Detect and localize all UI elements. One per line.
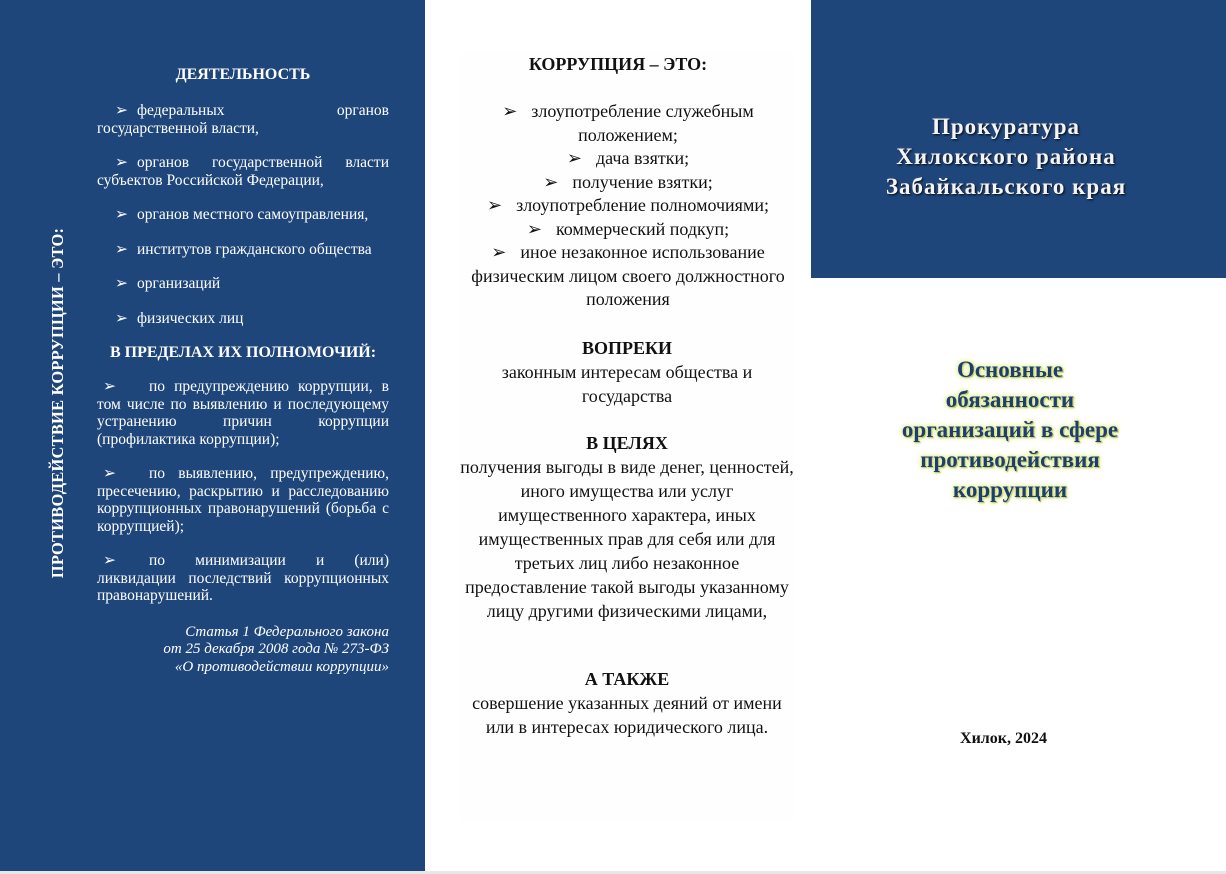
activity-item	[97, 154, 389, 189]
corruption-title: КОРРУПЦИЯ – ЭТО:	[528, 54, 708, 74]
activity-text: организаций	[137, 275, 221, 292]
heading-activity: ДЕЯТЕЛЬНОСТЬ	[175, 66, 311, 83]
citation-line: от 25 декабря 2008 года № 273-ФЗ	[163, 641, 389, 657]
vertical-title: ПРОТИВОДЕЙСТВИЕ КОРРУПЦИИ – ЭТО:	[48, 227, 67, 579]
power-text: по предупреждению коррупции, в том числе по выявлению и последующему устранению причин коррупции (профилактика коррупции);	[97, 378, 389, 448]
arrow-bullet-icon: ➢	[543, 171, 559, 192]
citation-line: «О противодействии коррупции»	[174, 658, 389, 675]
corruption-item	[463, 241, 793, 312]
activity-text: федеральных органов государственной власти,	[97, 102, 389, 137]
arrow-bullet-icon: ➢	[115, 154, 128, 171]
arrow-bullet-icon: ➢	[487, 195, 503, 215]
arrow-bullet-icon: ➢	[115, 240, 128, 258]
corruption-list	[463, 100, 793, 312]
activity-item	[97, 241, 389, 259]
corruption-item	[463, 218, 793, 242]
arrow-bullet-icon: ➢	[115, 275, 128, 292]
purpose-heading: В ЦЕЛЯХ	[586, 433, 668, 453]
against-text: законным интересам общества и государства	[501, 362, 753, 406]
org-line: Хилокского района	[896, 144, 1116, 169]
power-item	[97, 378, 389, 448]
arrow-bullet-icon: ➢	[115, 102, 128, 119]
document-title	[857, 355, 1163, 505]
corruption-item	[463, 100, 793, 147]
corruption-item-text: дача взятки;	[595, 148, 690, 168]
against-block	[460, 336, 794, 408]
middle-panel	[425, 0, 811, 874]
law-citation	[97, 624, 389, 677]
corruption-item-text: злоупотребление служебным положением;	[531, 101, 754, 145]
corruption-item-text: получение взятки;	[572, 171, 713, 192]
arrow-bullet-icon: ➢	[103, 378, 116, 395]
corruption-item	[463, 147, 793, 171]
arrow-bullet-icon: ➢	[115, 206, 128, 223]
activity-item	[97, 275, 389, 293]
against-heading: ВОПРЕКИ	[581, 338, 673, 358]
doc-title-line: Основные	[956, 357, 1064, 382]
org-line: Забайкальского края	[885, 174, 1127, 199]
also-text: совершение указанных деяний от имени или в интересах юридического лица.	[472, 693, 782, 737]
arrow-bullet-icon: ➢	[103, 465, 116, 482]
place-and-year: Хилок, 2024	[960, 730, 1047, 747]
also-heading: А ТАКЖЕ	[584, 669, 670, 689]
power-item	[97, 552, 389, 605]
corruption-item	[463, 194, 793, 218]
org-line: Прокуратура	[931, 114, 1081, 139]
arrow-bullet-icon: ➢	[566, 148, 582, 168]
activity-item	[97, 310, 389, 328]
corruption-item-text: иное незаконное использование физическим лицом своего должностного положения	[471, 242, 785, 309]
corruption-item-text: коммерческий подкуп;	[555, 218, 730, 239]
doc-title-line: коррупции	[952, 477, 1068, 502]
activity-text: органов государственной власти субъектов Российской Федерации,	[97, 154, 389, 189]
power-text: по выявлению, предупреждению, пресечению, раскрытию и расследованию коррупционных правонарушений (борьба с коррупцией);	[97, 465, 389, 535]
activity-text: институтов гражданского общества	[137, 240, 372, 258]
power-item	[97, 465, 389, 535]
doc-title-line: обязанности	[945, 387, 1075, 412]
arrow-bullet-icon: ➢	[502, 101, 518, 121]
arrow-bullet-icon: ➢	[491, 242, 507, 262]
corruption-item-text: злоупотребление полномочиями;	[516, 195, 769, 215]
arrow-bullet-icon: ➢	[115, 309, 128, 327]
activity-item	[97, 102, 389, 137]
corruption-item	[463, 171, 793, 195]
left-panel	[0, 0, 425, 871]
also-block	[460, 667, 794, 739]
purpose-block	[460, 431, 794, 623]
arrow-bullet-icon: ➢	[103, 552, 116, 569]
activity-item	[97, 206, 389, 224]
purpose-text: получения выгоды в виде денег, ценностей, иного имущества или услуг имущественного характера, иных имущественных прав для себя или для третьих лиц либо незаконное предоставление такой выгоды указанному лицу другими физическими лицами,	[460, 457, 794, 621]
organization-title	[811, 112, 1201, 202]
activity-text: органов местного самоуправления,	[137, 206, 369, 223]
arrow-bullet-icon: ➢	[526, 218, 542, 239]
power-text: по минимизации и (или) ликвидации последствий коррупционных правонарушений.	[97, 552, 389, 604]
doc-title-line: противодействия	[920, 447, 1100, 472]
left-content	[97, 66, 389, 676]
activity-text: физических лиц	[137, 309, 244, 327]
citation-line: Статья 1 Федерального закона	[185, 623, 389, 640]
heading-powers: В ПРЕДЕЛАХ ИХ ПОЛНОМОЧИЙ:	[109, 344, 377, 361]
doc-title-line: организаций в сфере	[901, 417, 1119, 442]
